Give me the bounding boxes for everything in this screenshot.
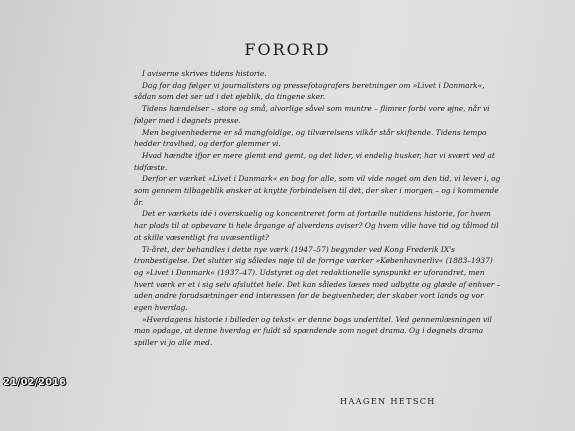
foreword-text xyxy=(134,68,504,349)
paragraph: Dag for dag følger vi journalisters og pressefotografers beretninger om »Livet i Danmark«, sådan som det ser ud i det øjeblik, da tingene sker. xyxy=(134,80,485,102)
photo-date-stamp: 21/02/2016 xyxy=(3,377,66,388)
paragraph: I aviserne skrives tidens historie. xyxy=(142,69,267,78)
paragraph: Ti-året, der behandles i dette nye værk (1947–57) begynder ved Kong Frederik IX's tronbestigelse. Det slutter sig således nøje til de forrige værker »Københavnerliv« (1883–1937) og »Livet i Danmark« (1937–47). Udstyret og det redaktionelle synspunkt er uforandret, men hvert værk er et i sig selv afsluttet hele. Det kan således læses med udbytte og glæde af enhver – uden andre forudsætninger end interessen for de begivenheder, der skaber vort lands og vor egen hverdag. xyxy=(134,244,501,313)
paragraph: Derfor er værket »Livet i Danmark« en bog for alle, som vil vide noget om den tid, vi lever i, og som gennem tilbageblik ønsker at knytte forbindelsen til det, der sker i morgen – og i kommende år. xyxy=(134,174,501,207)
page-title: FORORD xyxy=(244,40,331,59)
paragraph: Hvad hændte ifjor er mere glemt end gemt, og det lider, vi endelig husker, har vi svært ved at tidfæste. xyxy=(134,150,495,172)
paragraph: Tidens hændelser – store og små, alvorlige såvel som muntre – flimrer forbi vore øjne, når vi følger med i døgnets presse. xyxy=(134,104,490,125)
paragraph: Men begivenhederne er så mangfoldige, og tilværelsens vilkår står skiftende. Tidens tempo hedder travlhed, og derfor glemmer vi. xyxy=(134,127,487,149)
author-signature: HAAGEN HETSCH xyxy=(340,396,436,406)
paragraph: »Hverdagens historie i billeder og tekst« er denne bogs undertitel. Ved gennemlæsningen vil man opdage, at denne hverdag er fuldt så spændende som noget drama. Og i døgnets drama spiller vi jo alle med. xyxy=(134,314,492,348)
paragraph: Det er værkets idé i overskuelig og koncentreret form at fortælle nutidens historie, for hvem har plads til at opbevare ti hele årgange af alverdens aviser? Og hvem ville have tid og tålmod til at skille væsentligt fra uvæsentligt? xyxy=(134,209,499,242)
